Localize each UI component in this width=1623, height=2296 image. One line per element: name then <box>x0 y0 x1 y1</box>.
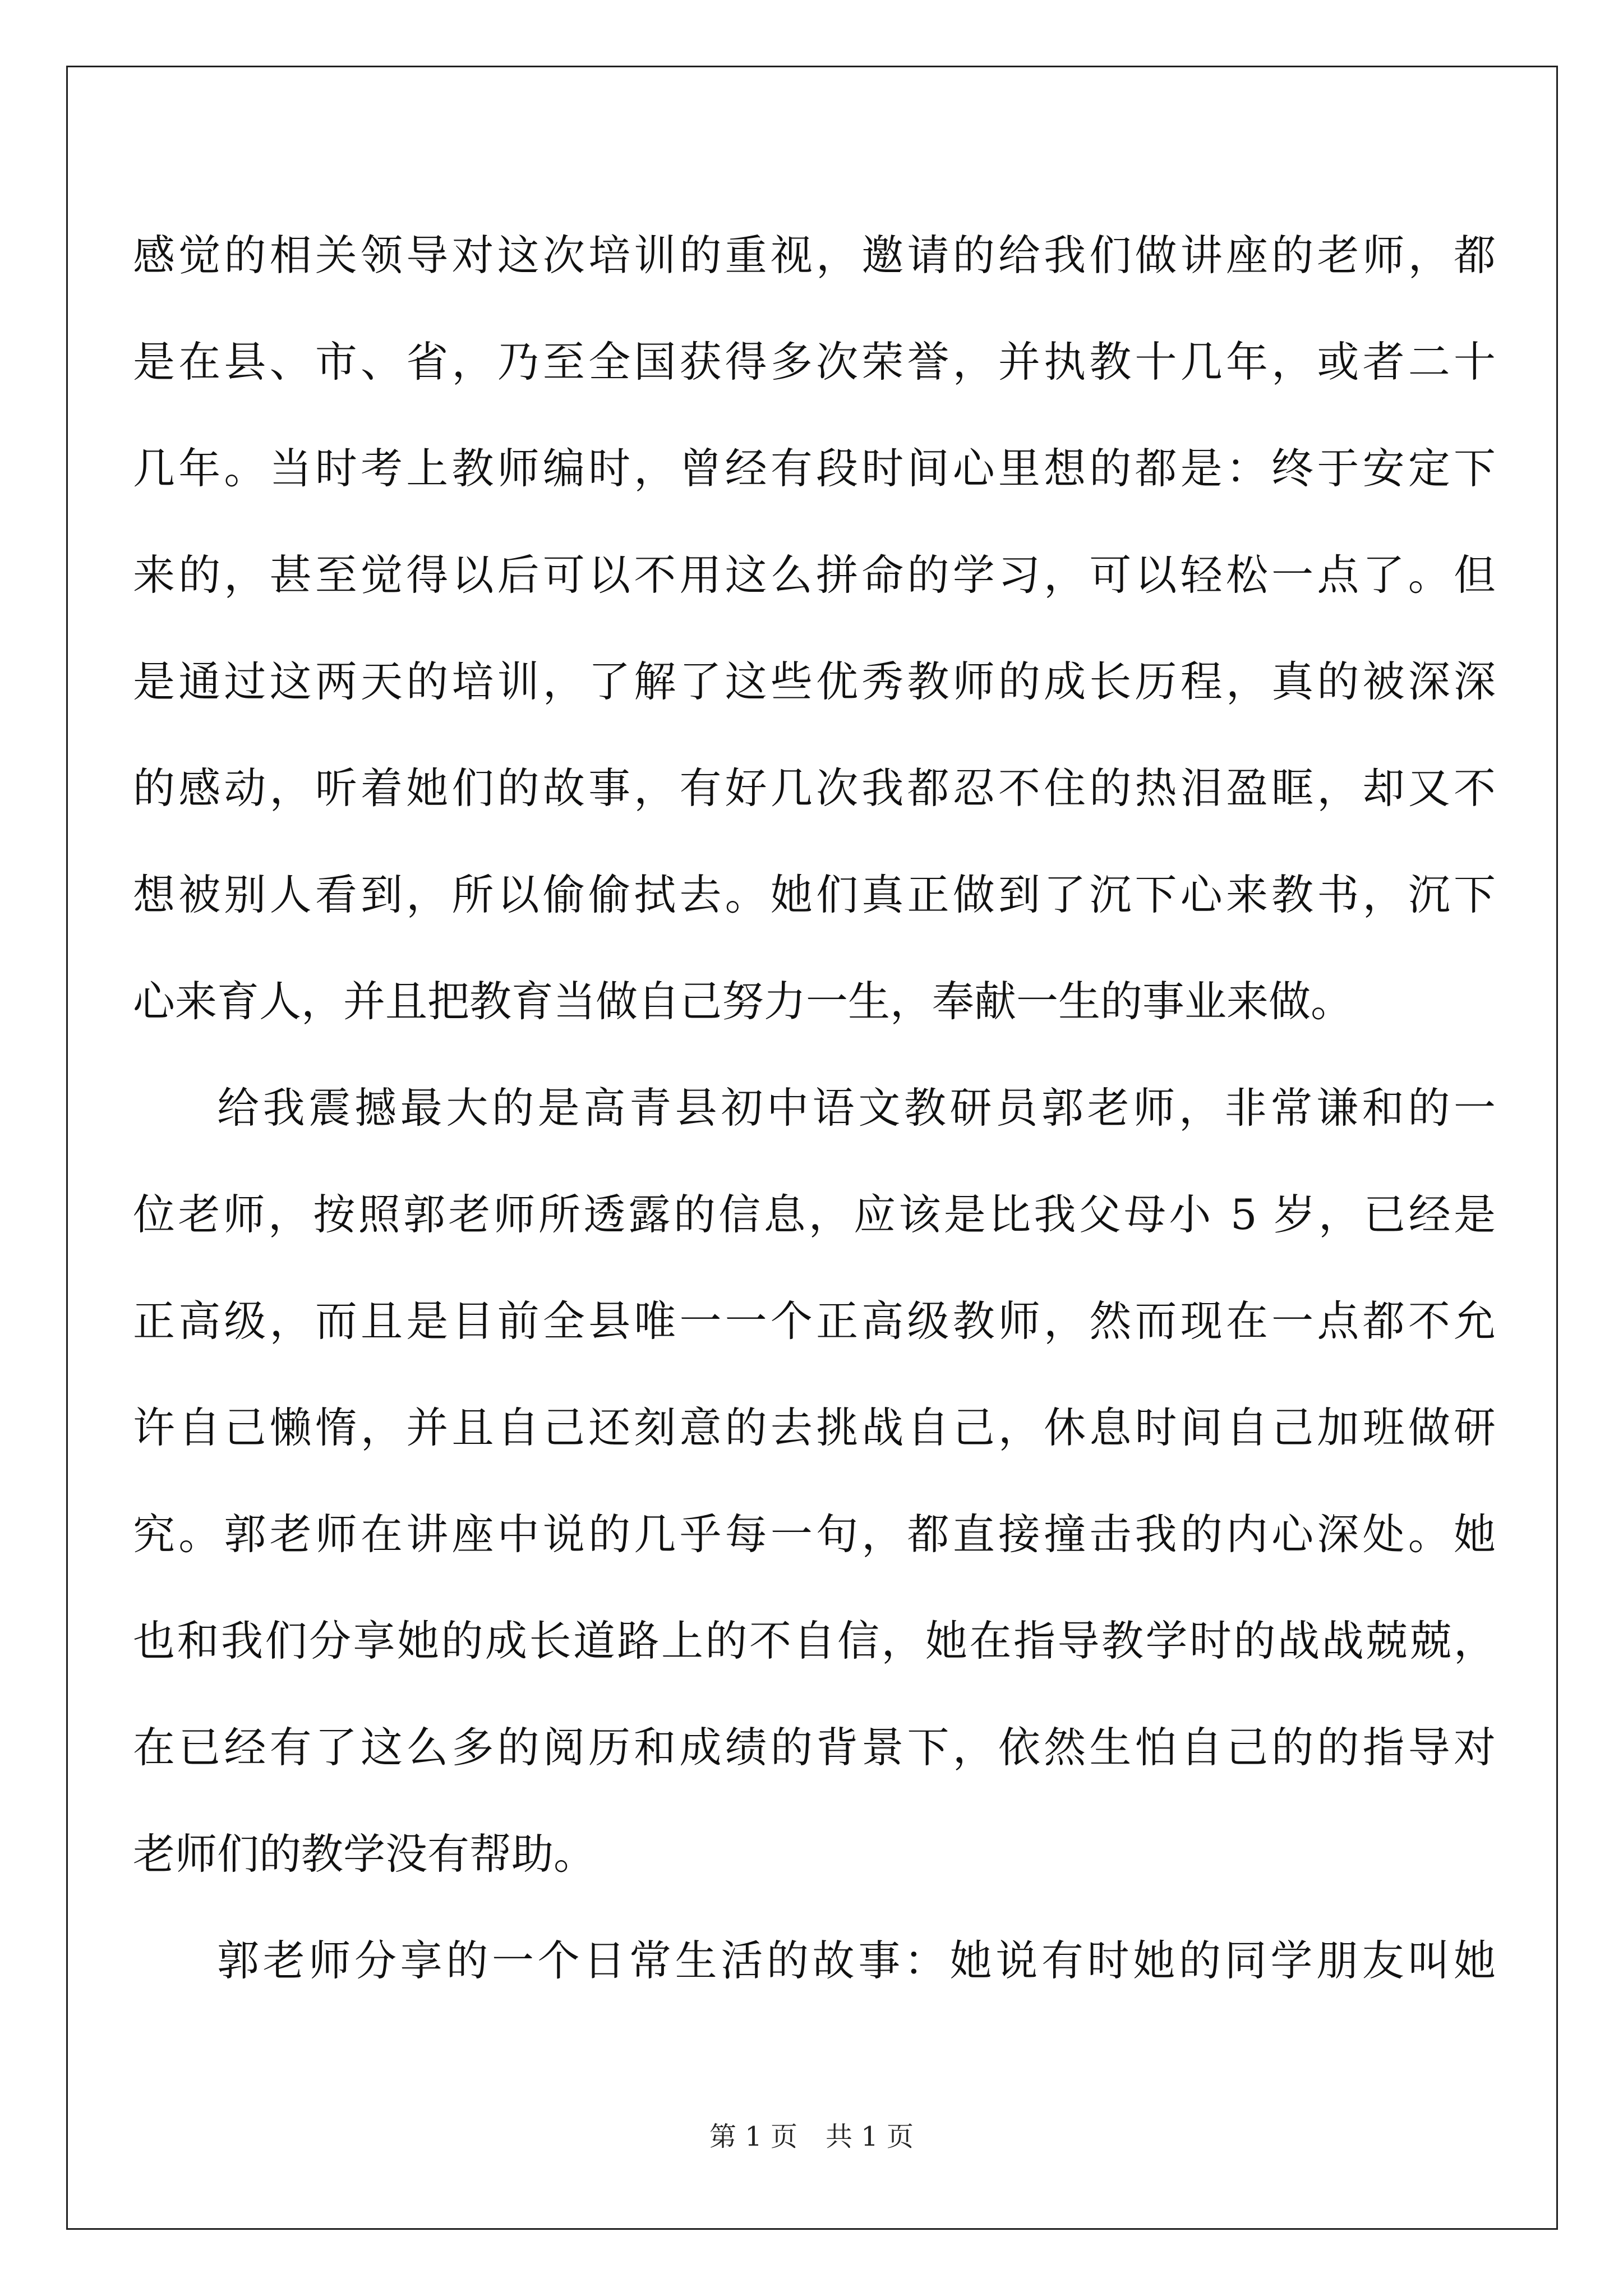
text-line: 正高级，而且是目前全县唯一一个正高级教师，然而现在一点都不允 <box>133 1296 1496 1346</box>
text-line: 是在县、市、省，乃至全国获得多次荣誉，并执教十几年，或者二十 <box>133 337 1496 386</box>
text-line: 许自己懒惰，并且自己还刻意的去挑战自己，休息时间自己加班做研 <box>133 1403 1496 1452</box>
text-line: 感觉的相关领导对这次培训的重视，邀请的给我们做讲座的老师，都 <box>133 231 1496 280</box>
text-line: 也和我们分享她的成长道路上的不自信，她在指导教学时的战战兢兢， <box>133 1616 1496 1665</box>
text-line: 是通过这两天的培训，了解了这些优秀教师的成长历程，真的被深深 <box>133 657 1496 706</box>
page-total: 共 1 页 <box>826 2121 914 2152</box>
text-line: 想被别人看到，所以偷偷拭去。她们真正做到了沉下心来教书，沉下 <box>133 870 1496 919</box>
text-line: 几年。当时考上教师编时，曾经有段时间心里想的都是：终于安定下 <box>133 444 1496 493</box>
paragraph-3 <box>133 1907 1496 2014</box>
page-footer <box>0 2115 1623 2154</box>
text-line: 在已经有了这么多的阅历和成绩的背景下，依然生怕自己的的指导对 <box>133 1723 1496 1772</box>
text-line: 来的，甚至觉得以后可以不用这么拼命的学习，可以轻松一点了。但 <box>133 550 1496 600</box>
text-line: 给我震撼最大的是高青县初中语文教研员郭老师，非常谦和的一 <box>217 1083 1496 1133</box>
text-line: 郭老师分享的一个日常生活的故事：她说有时她的同学朋友叫她 <box>217 1936 1496 1985</box>
text-line: 的感动，听着她们的故事，有好几次我都忍不住的热泪盈眶，却又不 <box>133 763 1496 813</box>
paragraph-2 <box>133 1055 1496 1907</box>
paragraph-1 <box>133 202 1496 1055</box>
document-body <box>133 202 1496 2014</box>
text-line: 心来育人，并且把教育当做自己努力一生，奉献一生的事业来做。 <box>133 977 1353 1026</box>
text-line: 老师们的教学没有帮助。 <box>133 1829 596 1879</box>
text-line: 位老师，按照郭老师所透露的信息，应该是比我父母小 5 岁，已经是 <box>133 1190 1496 1239</box>
text-line: 究。郭老师在讲座中说的几乎每一句，都直接撞击我的内心深处。她 <box>133 1510 1496 1559</box>
page-number: 第 1 页 <box>709 2121 797 2152</box>
